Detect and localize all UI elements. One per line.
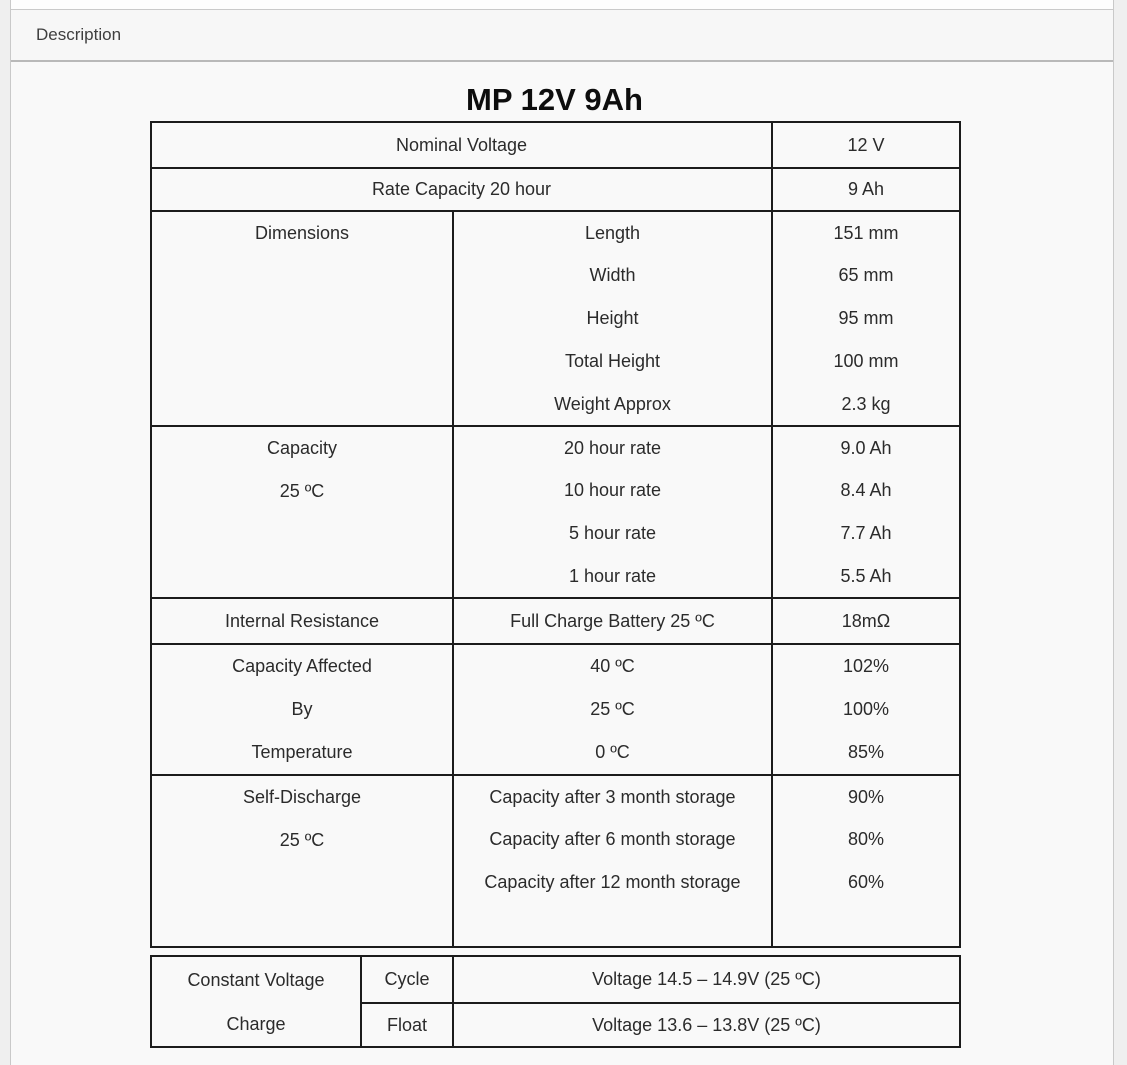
spec-name: 40 ºC xyxy=(453,644,772,688)
spec-value: 95 mm xyxy=(772,297,960,340)
section-label-temp: 25 ºC xyxy=(279,481,325,501)
spec-value: 7.7 Ah xyxy=(772,512,960,555)
spec-name: Total Height xyxy=(453,340,772,383)
spec-value: 9 Ah xyxy=(772,168,960,211)
spec-value: 100 mm xyxy=(772,340,960,383)
section-label-cell xyxy=(151,644,453,775)
spec-name: 1 hour rate xyxy=(453,555,772,598)
section-capacity xyxy=(151,426,960,598)
tab-description-label: Description xyxy=(36,25,122,44)
spec-label: Nominal Voltage xyxy=(395,134,528,155)
spec-name: 20 hour rate xyxy=(453,426,772,469)
spec-name: Length xyxy=(453,211,772,254)
spec-value: 100% xyxy=(772,688,960,732)
spec-value: 9.0 Ah xyxy=(772,426,960,469)
spec-value: 102% xyxy=(772,644,960,688)
spec-name: Width xyxy=(453,254,772,297)
spec-name: Capacity after 12 month storage xyxy=(453,861,772,904)
spec-value: 5.5 Ah xyxy=(772,555,960,598)
section-internal-resistance xyxy=(151,598,960,644)
spec-value: 18mΩ xyxy=(772,598,960,644)
table-row xyxy=(151,775,960,818)
product-title: MP 12V 9Ah xyxy=(466,82,643,117)
spec-name: Capacity after 6 month storage xyxy=(453,818,772,861)
spec-name: Height xyxy=(453,297,772,340)
section-dimensions xyxy=(151,211,960,426)
section-label-line3: Temperature xyxy=(251,742,353,762)
charge-table xyxy=(150,955,961,1048)
charge-mode: Cycle xyxy=(361,956,453,1003)
table-row xyxy=(151,644,960,688)
spec-name: 10 hour rate xyxy=(453,469,772,512)
description-panel xyxy=(10,0,1114,1065)
spec-name: 5 hour rate xyxy=(453,512,772,555)
table-row xyxy=(151,956,960,1003)
section-label-cell xyxy=(151,956,361,1047)
charge-mode: Float xyxy=(361,1003,453,1047)
section-label-temp: 25 ºC xyxy=(279,830,325,850)
description-content xyxy=(11,62,1113,1048)
section-label-cell xyxy=(151,775,453,947)
section-label-line1: Capacity Affected xyxy=(232,656,372,676)
spec-name: Capacity after 3 month storage xyxy=(453,775,772,818)
section-label-line1: Constant Voltage xyxy=(187,970,325,990)
section-label: Capacity xyxy=(266,438,338,458)
table-row xyxy=(151,598,960,644)
table-row xyxy=(151,168,960,211)
spec-value: 90% xyxy=(772,775,960,818)
spec-name: 25 ºC xyxy=(453,688,772,732)
spec-value: 151 mm xyxy=(772,211,960,254)
section-label: Dimensions xyxy=(254,223,350,243)
spacer-cell xyxy=(772,904,960,947)
charge-value: Voltage 13.6 – 13.8V (25 ºC) xyxy=(453,1003,960,1047)
spec-name: 0 ºC xyxy=(453,731,772,775)
spec-value: 85% xyxy=(772,731,960,775)
table-gap xyxy=(11,948,1113,955)
section-label: Internal Resistance xyxy=(224,610,380,631)
section-label-line2: Charge xyxy=(226,1014,286,1034)
section-self-discharge xyxy=(151,775,960,947)
spec-name: Full Charge Battery 25 ºC xyxy=(453,598,772,644)
spec-value: 65 mm xyxy=(772,254,960,297)
spec-value: 2.3 kg xyxy=(772,383,960,426)
spec-value: 12 V xyxy=(772,122,960,168)
section-nominal-voltage xyxy=(151,122,960,168)
spec-label: Rate Capacity 20 hour xyxy=(371,179,552,199)
panel-top-strip xyxy=(11,0,1113,10)
spec-value: 80% xyxy=(772,818,960,861)
spec-table xyxy=(150,121,961,948)
table-row xyxy=(151,211,960,254)
section-label: Self-Discharge xyxy=(242,787,362,807)
section-label-line2: By xyxy=(291,699,313,719)
section-label-cell xyxy=(151,426,453,598)
spec-name: Weight Approx xyxy=(453,383,772,426)
section-rate-capacity xyxy=(151,168,960,211)
spacer-cell xyxy=(453,904,772,947)
spec-value: 8.4 Ah xyxy=(772,469,960,512)
section-label-cell xyxy=(151,211,453,426)
section-capacity-affected xyxy=(151,644,960,775)
table-row xyxy=(151,426,960,469)
spec-value: 60% xyxy=(772,861,960,904)
table-row xyxy=(151,122,960,168)
tab-description[interactable] xyxy=(11,10,1113,62)
charge-value: Voltage 14.5 – 14.9V (25 ºC) xyxy=(453,956,960,1003)
